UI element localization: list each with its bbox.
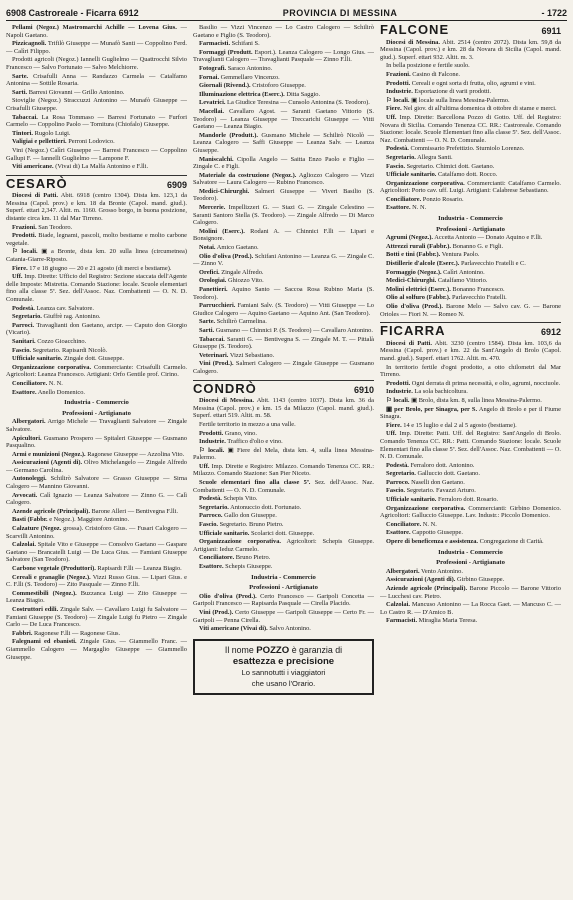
entry: Albergatori. Vento Antonino.	[386, 567, 463, 575]
town-number: 6909	[166, 179, 187, 190]
entry: Tabaccai. Saranti G. — Bentivegna S. — Zingale M. T. — Pittalà Giuseppe (S. Teodoro).	[193, 335, 374, 351]
entry: ⚐ locali. ▣ Brolo, dista km. 8, sulla linea Messina-Palermo.	[386, 396, 542, 404]
cesaro-info	[6, 192, 187, 396]
entry: Prodotti. Grano, vino.	[199, 429, 257, 437]
entry: Basti (Fabbr. e Negoz.). Maggiore Antonino.	[12, 516, 130, 524]
town-name: FICARRA	[380, 323, 446, 339]
entry: Olio d'oliva (Prod.). Certo Francesco — Garipoli Concetta — Garipoli Francesco — Rapisarda Pasquale — Cirella Placido.	[193, 592, 374, 608]
entry: Panettieri. Aquino Santo — Saccoa Rosa Rubino Maria (S. Teodoro).	[193, 286, 374, 301]
entry: Industrie. Esportazione di varii prodotti.	[386, 88, 492, 96]
ad-line-3: Lo sannotutti i viaggiatori	[241, 667, 326, 677]
entry: Segretario. Antonuccio dott. Fortunato.	[199, 503, 302, 511]
entry: Frazioni. Casino di Falcone.	[386, 70, 461, 78]
column-2	[193, 24, 374, 866]
entry: Prodotti. Cereali e ogni sorta di frutta, olio, agrumi e vini.	[386, 79, 536, 87]
entry: Olio al solfuro (Fabbr.). Parlavecchio Fratelli.	[386, 294, 507, 302]
entry: Ufficiale sanitario. Ferraloro dott. Rosario.	[386, 496, 498, 504]
column-3	[380, 24, 561, 866]
entry: Falegnami ed ebanisti. Zingale Gius. — Giammello Franc. — Giammello Calogero — Margaglio Giuseppe — Giammello Giuseppe.	[6, 638, 187, 661]
entry: Fascio. Segretario. Rapisardi Nicolò.	[12, 346, 108, 354]
entry: Albergatori. Arrigo Michele — Travaglianti Salvatore — Zingale Salvatore.	[6, 418, 187, 433]
entry: Medici-Chirurghi. Catalfamo Vittorio.	[386, 277, 488, 285]
entry: Mandorle (Produtt.). Gusmano Michele — Schilirò Nicolò — Leanza Calogero — Saffi Giuseppe — Leanza Salv. — Leanza Giuseppe.	[193, 131, 374, 154]
entry: ⚐ locali. ▣ locale sulla linea Messina-Palermo.	[386, 96, 510, 104]
entry: Sarti. Barresi Giovanni — Grillo Antonino.	[12, 88, 125, 96]
section-heading: Industria - Commercio	[251, 573, 316, 581]
ficarra-industry-list	[380, 568, 561, 625]
entry: Uff. Imp. Dirette: Patti. Uff. del Registro: Sant'Angelo di Brolo. Comando Tenenza CC. RR.: Patti. Comando Stazione: locale. Scuole Elementari fino alla classe 5ª. Sez. dell'Assoc. Naz. Combattenti — O. N. D. Comunale.	[380, 430, 561, 461]
header-left: 6908 Castroreale - Ficarra 6912	[6, 8, 139, 18]
entry: Armi e munizioni (Negoz.). Ragonese Giuseppe — Azzolina Vito.	[12, 450, 185, 458]
entry: Fiere. 17 e 18 giugno — 20 e 21 agosto (di merci e bestiame).	[12, 264, 172, 272]
entry: Vini (Negoz.) Calìri Giuseppe — Barresi Francesco — Coppolino Gallupi F. — Iannelli Guglielmo — Lampone F.	[6, 146, 187, 162]
entry: Diocesi di Messina. Abit. 2514 (centro 2072). Dista km. 59,8 da Messina (Capol. prov.) e km. 28 da Novara di Sicilia (Capol. mand. giud.). Superf. ettari 932. Altit. m. 3.	[380, 38, 561, 61]
entry: Prodotti. Biade, legnami, pascoli, molto bestiame e molto carbone vegetale.	[6, 232, 187, 247]
entry: Orefici. Zingale Alfredo.	[199, 268, 264, 276]
entry: Scuole elementari fino alla classe 5ª. Sez. dell'Assoc. Naz. Combattenti — O. N. D. Comunale.	[193, 479, 374, 494]
entry: Prodotti. Ogni derrata di prima necessità, e olio, agrumi, nocciuole.	[386, 379, 561, 387]
entry: Medici-Chirurghi. Salmeri Giuseppe — Viveri Basilio (S. Teodoro).	[193, 187, 374, 203]
entry: Notai. Amico Gaetano.	[199, 244, 259, 252]
entry: Molini elettrici (Eserc.). Bonanno Francesco.	[386, 285, 505, 293]
town-heading-falcone	[380, 26, 561, 36]
entry: Distillerie d'alcole (Eserc.). Parlavecchio Fratelli e C.	[386, 260, 526, 268]
town-name: FALCONE	[380, 24, 450, 37]
entry: Industrie. La sola bachicoltura.	[386, 388, 468, 396]
entry: Fotografi. Saraco Antonino.	[199, 64, 273, 72]
entry: Podestà. Leanza cav. Salvatore.	[12, 304, 94, 312]
entry: Calzolai. Spitale Vito e Giuseppe — Consolvo Gaetano — Gaspare Gaetano — Brancatelli Luigi — De Luca Gius. — Famiani Giuseppe Salvatore (San Teodoro).	[6, 541, 187, 564]
entry: Opere di beneficenza e assistenza. Congregazione di Carità.	[386, 538, 544, 546]
entry: Podestà. Schepis Vito.	[199, 495, 258, 503]
entry: Podestà. Ferraloro dott. Antonino.	[386, 461, 475, 469]
entry: Ufficiale sanitario. Catalfamo dott. Rocco.	[386, 171, 498, 179]
section-subheading: Professioni - Artigianato	[62, 409, 131, 417]
section-heading: Industria - Commercio	[438, 215, 503, 223]
entry: Orologiai. Ghiozzo Vito.	[199, 277, 264, 285]
entry: Assicurazioni (Agenti di). Olivo Michelangelo — Zingale Alfredo — Germano Carolina.	[6, 459, 187, 474]
condro-industry-list	[193, 593, 374, 633]
entry: Esattore. Cappotto Giuseppe.	[386, 529, 463, 537]
cesaro-industry-list	[6, 418, 187, 661]
entry: Pellami (Negoz.) Mastromarchi Achille — Lovena Gius. — Napoli Gaetano.	[6, 24, 187, 39]
col1-top-list	[6, 24, 187, 171]
entry: Pizzicagnoli. Trifilò Giuseppe — Munafò Santi — Coppolino Ferd. — Calìri Filippo.	[6, 40, 187, 55]
entry: Fertile territorio in mezzo a una valle.	[199, 420, 296, 428]
ad-line-4: che usano l'Orario.	[251, 678, 316, 688]
entry: Ufficiale sanitario. Zingale dott. Giuseppe.	[12, 355, 124, 363]
section-subheading: Professioni - Artigianato	[436, 225, 505, 233]
entry: Prodotti agricoli (Negoz.) Iannelli Guglielmo — Quattrocchi Silvio Francesco — Salvo Fortunato — Salvo Melchiorre.	[6, 56, 187, 71]
condro-info	[193, 397, 374, 570]
entry: Sarte. Schilirò Carmelina.	[199, 318, 267, 326]
entry: Conciliatore. N. N.	[386, 520, 437, 528]
section-heading: Industria - Commercio	[64, 399, 129, 407]
entry: ⚐ locali. ▣ Fiere del Mela, dista km. 4, sulla linea Messina-Palermo.	[193, 446, 374, 462]
town-heading-condro	[193, 380, 374, 396]
entry: Esattore. Schepis Giuseppe.	[199, 563, 273, 570]
entry: Frazioni. San Teodoro.	[12, 223, 73, 231]
entry: Aziende agricole (Principali). Barone Piccolo — Barone Vittorio — Lucchesi cav. Pietro.	[380, 585, 561, 600]
entry: Ufficiale sanitario. Scolarici dott. Giuseppe.	[199, 529, 315, 537]
ad-text: è garanzia di	[289, 644, 343, 655]
entry: Costruttori edili. Zingale Salv. — Cavallaro Luigi fu Salvatore — Famiani Giuseppe (S. Teodoro) — Zingale Luigi fu Pietro — Zingale Carlo — De Luca Francesco.	[6, 605, 187, 629]
section-heading: Industria - Commercio	[438, 548, 503, 556]
header-title: PROVINCIA DI MESSINA	[282, 8, 398, 18]
entry: Uff. Imp. Dirette: Ufficio del Registro: Sezione staccata dell'Agente delle Imposte: Mistretta. Comando Stazione: locale. Scuole elementari fino alla classe 5ª. Sez. dell'Assoc. Naz. Combattenti — O. N. D. Comunale.	[6, 273, 187, 303]
page-header	[6, 6, 567, 21]
falcone-industry-list	[380, 234, 561, 318]
entry: Segretario. Giuffrè rag. Antonino.	[12, 313, 101, 321]
entry: In territorio fertile d'ogni prodotto, a otto chilometri dal Mar Tirreno.	[380, 363, 561, 379]
town-heading-cesaro	[6, 175, 187, 191]
entry: Vini (Prod.). Certo Giuseppe — Garipoli Giuseppe — Certo Fr. — Garipoli — Penna Cirella.	[193, 608, 374, 624]
entry: Commestibili (Negoz.). Buzzanca Luigi — Zito Giuseppe — Leanza Biagio.	[6, 589, 187, 605]
entry: Tabaccai. La Rosa Tommaso — Barresi Fortunato — Furfori Carmelo — Coppolino Paolo — Tornitura (Chiofalo) Giuseppe.	[6, 113, 187, 129]
entry: Sanitari. Cozzo Gioacchino.	[12, 337, 87, 345]
entry: Segretario. Allegra Santi.	[386, 153, 453, 161]
entry: Attrezzi rurali (Fabbr.). Bonanno G. e Figli.	[386, 242, 504, 250]
entry: Industrie. Traffico d'olio e vino.	[199, 438, 283, 446]
town-number: 6910	[353, 384, 374, 395]
entry: Levatrici. La Giudice Teresina — Cunsolo Antonina (S. Teodoro).	[199, 99, 370, 107]
entry: Macellai. Cavallaro Agost. — Saranti Gaetano Vittorio (S. Teodoro) — Leanza Giuseppe — Treccarichi Giuseppe — Vitti Gaetano — Leanza Biagio.	[193, 107, 374, 131]
entry: ⚐ locali. ▣ a Bronte, dista km. 20 sulla linea (circumetnea) Catania-Giarre-Riposto.	[6, 248, 187, 264]
entry: Giornali (Rivend.). Cristoforo Giuseppe.	[199, 82, 306, 90]
entry: Organizzazione corporativa. Commercianti: Catalfamo Carmelo. Agricoltori: Porto cav. uff. Luigi. Artigiani: Calabrese Sebastiano.	[380, 179, 561, 195]
entry: Carbone vegetale (Produttori). Rapisardi F.lli — Leanza Biagio.	[12, 565, 182, 572]
entry: Vini (Prod.). Salmeri Calogero — Zingale Giuseppe — Gusmano Calogero.	[193, 360, 374, 375]
entry: Conciliatore. Ponzio Rosario.	[386, 195, 464, 203]
entry: Stoviglie (Negoz.) Straccuzzi Antonino — Munafò Giuseppe — Crisafulli Giuseppe.	[6, 97, 187, 112]
entry: Fiere. 14 e 15 luglio e dal 2 al 5 agosto (bestiame).	[386, 421, 517, 429]
entry: Sarti. Gusmano — Chinnici P. (S. Teodoro) — Cavallaro Antonino.	[199, 326, 373, 334]
entry: Fiere. Nel giov. di all'ultima domenica di ottobre di stame e merci.	[386, 105, 557, 113]
ad-brand: POZZO	[256, 644, 290, 656]
col2-top-list	[193, 24, 374, 376]
entry: Azende agricole (Principali). Barone Alleri — Bentivegna F.lli.	[12, 507, 178, 515]
entry: Viti americane (Vivai di). Salvo Antonino.	[199, 625, 311, 633]
entry: Fascio. Segretario. Favazzi Arturo.	[386, 487, 476, 495]
entry: Maniscalchi. Cipolla Angelo — Saitta Enzo Paolo e Figlio — Zingale C. e Figli.	[193, 155, 374, 171]
entry: Diocesi di Patti. Abit. 3230 (centro 1584). Dista km. 103,6 da Messina (Capol. prov.) e km. 22 da Sant'Angelo di Brolo (Capol. mand. giud.). Superf. ettari 1762. Altit. m. 470.	[380, 339, 561, 362]
town-name: CONDRÒ	[193, 380, 257, 396]
entry: Materiale da costruzione (Negoz.). Agliozzo Calogero — Vizzi Salvatore — Laura Calogero — Rubino Francesco.	[193, 171, 374, 187]
entry: Parroco. Gallo don Giuseppe.	[199, 512, 277, 520]
entry: Conciliatore. Bruno Pietro.	[199, 554, 271, 562]
entry: Cereali e granaglie (Negoz.). Vizzi Russo Gius. — Lipari Gius. e C. F.lli (S. Teodoro) — Zito Pasquale — Zinno F.lli.	[6, 573, 187, 589]
entry: Farmacisti. Schifani S.	[199, 40, 260, 48]
entry: ▣ per Brolo, per Sinagra, per S. Angelo di Brolo e per il Fiume Sinagra.	[380, 405, 561, 421]
entry: Fascio. Segretario. Chimici dott. Gaetano.	[386, 162, 495, 170]
entry: Agrumi (Negoz.). Accetta Antonio — Donato Aquino e F.lli.	[386, 234, 543, 242]
entry: Avvocati. Calì Ignazio — Leanza Salvatore — Zinno G. — Calì Calogero.	[6, 491, 187, 507]
entry: Basilio — Vizzi Vincenzo — Lo Castro Calogero — Schilirò Gaetano e Figlio (S. Teodoro).	[193, 24, 374, 39]
entry: Uff. Imp. Dirette e Registro: Milazzo. Comando Tenenza CC. RR.: Milazzo. Comando Stazione: San Pier Niceto.	[193, 462, 374, 478]
entry: Fabbri. Ragonese F.lli — Ragonese Gius.	[12, 629, 121, 637]
entry: Viti americane. (Vivai di) La Malfa Antonino e F.lli.	[12, 163, 149, 171]
entry: Formaggi (Produtt. Esport.). Leanza Calogero — Longo Gius. — Travaglianti Calogero — Travaglianti Pasquale — Zinno F.lli.	[193, 48, 374, 64]
entry: Esattore. N. N.	[386, 204, 427, 212]
entry: Veterinari. Vizzi Sebastiano.	[199, 351, 275, 359]
columns	[6, 24, 563, 866]
entry: Uff. Imp. Dirette: Barcellona Pozzo di Gotto. Uff. del Registro: Novara di Sicilia. Comando Tenenza CC. RR.: Castroreale. Comando Stazione: locale. Scuole Elementari fino alla classe 5ª. Sez. dell'Assoc. Naz. Combattenti — O. N. D. Comunale.	[380, 113, 561, 144]
entry: Podestà. Commissario Prefettizio. Sturniolo Lorenzo.	[386, 145, 525, 153]
entry: Olio d'oliva (Prod.). Barone Melo — Salvo cav. G. — Barone Orioles — Fiori N. — Romeo N.	[380, 303, 561, 318]
entry: Organizzazione corporativa. Commerciante: Crisafulli Carmelo. Agricoltori: Leanza Francesco. Artigiani: Orfo Gentile prof. Cirino.	[6, 363, 187, 379]
entry: Sarte. Crisafulli Anna — Randazzo Carmela — Catalfamo Antonina — Sottile Rosaria.	[6, 72, 187, 88]
entry: Esattore. Anello Domenico.	[12, 388, 86, 396]
town-number: 6912	[540, 327, 561, 338]
entry: Assicurazioni (Agenti di). Girbino Giuseppe.	[386, 576, 505, 584]
entry: Parroci. Travaglianti don Gaetano, arcipr. — Caputo don Giorgio (Vicario).	[6, 321, 187, 337]
entry: Botti e tini (Fabbr.). Ventura Paolo.	[386, 251, 480, 259]
ficarra-info	[380, 340, 561, 546]
entry: Conciliatore. N. N.	[12, 379, 63, 387]
section-subheading: Professioni - Artigianato	[436, 559, 505, 567]
entry: Tintori. Rugolo Luigi.	[12, 129, 71, 137]
ad-line-1	[201, 645, 366, 656]
entry: Fascio. Segretario. Bruno Pietro.	[199, 521, 284, 529]
town-name: CESARÒ	[6, 175, 68, 191]
ad-text: Il nome	[224, 644, 257, 655]
entry: Fornai. Gemmellaro Vincenzo.	[199, 73, 280, 81]
town-number: 6911	[541, 26, 561, 36]
header-right: - 1722	[541, 8, 567, 18]
entry: Organizzazione corporativa. Agricoltori: Schepis Giuseppe. Artigiani: Ieduz Carmelo.	[193, 538, 374, 553]
entry: Formaggio (Negoz.). Calìri Antonino.	[386, 268, 485, 276]
entry: Farmacisti. Miraglia Maria Teresa.	[386, 617, 478, 625]
entry: Diocesi di Patti. Abit. 6918 (centro 1304). Dista km. 123,1 da Messina (Capol. prov.) e km. 18 da Bronte (Capol. mand. giud.). Superf. ettari 2,347. Altit. m. 1160. Grosso borgo, in buona posizione, distante circa km. 11 dal Mar Tirreno.	[6, 192, 187, 223]
entry: Diocesi di Messina. Abit. 1143 (centro 1037). Dista km. 36 da Messina (Capol. prov.) e km. 15 da Milazzo (Capol. mand. giud.). Superf. ettari 519. Altit. m. 58.	[193, 397, 374, 420]
falcone-info	[380, 39, 561, 212]
entry: Mercerie. Impellizzeri G. — Stazi G. — Zingale Celestino — Saranti Santoro Stella (S. Teodoro). — Zingale Alfredo — Di Marco Calogero.	[193, 204, 374, 227]
entry: Olio d'oliva (Prod.). Schifani Antonino — Leanza G. — Zingale C. — Zinno V.	[193, 252, 374, 268]
entry: Segretario. Galluccio dott. Gaetano.	[386, 470, 480, 478]
entry: Valigiai e pellettieri. Perroni Lodovico.	[12, 138, 115, 146]
town-heading-ficarra	[380, 323, 561, 339]
entry: Parroco. Naselli don Gaetano.	[386, 478, 465, 486]
entry: Calzature (Negoz. grossa). Cristoforo Gius. — Fusari Calogero — Scarvilli Antonino.	[6, 525, 187, 540]
column-1	[6, 24, 187, 866]
entry: Autonoleggi. Schilirò Salvatore — Grasso Giuseppe — Sirna Calogero — Mannino Giovanni.	[6, 475, 187, 491]
entry: Molini (Eserc.). Rodani A. — Chinnici F.lli — Lipari e Bonsignore.	[193, 227, 374, 243]
pozzo-advertisement	[193, 639, 374, 695]
ad-line-2: esattezza e precisione	[232, 655, 335, 667]
entry: Apicultori. Gusmano Prospero — Spitaleri Giuseppe — Gusmano Pasqualino.	[6, 434, 187, 450]
section-subheading: Professioni - Artigianato	[249, 584, 318, 592]
entry: Parrucchieri. Famiani Salv. (S. Teodoro) — Vitti Giuseppe — Lo Giudice Calogero — Aquino Gaetano — Aquino Ant. (San Teodoro).	[193, 302, 374, 317]
entry: In bella posizione e fertile suolo.	[386, 62, 470, 70]
entry: Calzolai. Mancuso Antonino — La Rocca Gaet. — Mancuso C. — Lo Castro R. — D'Amico B.	[380, 601, 561, 616]
entry: Organizzazione corporativa. Commercianti: Girbino Domenico. Agricoltori: Galluccio Giuseppe. Lav. Industr.: Piccolo Domenico.	[380, 504, 561, 520]
entry: Illuminazione elettrica (Eserc.). Ditta Saggio.	[199, 90, 321, 98]
